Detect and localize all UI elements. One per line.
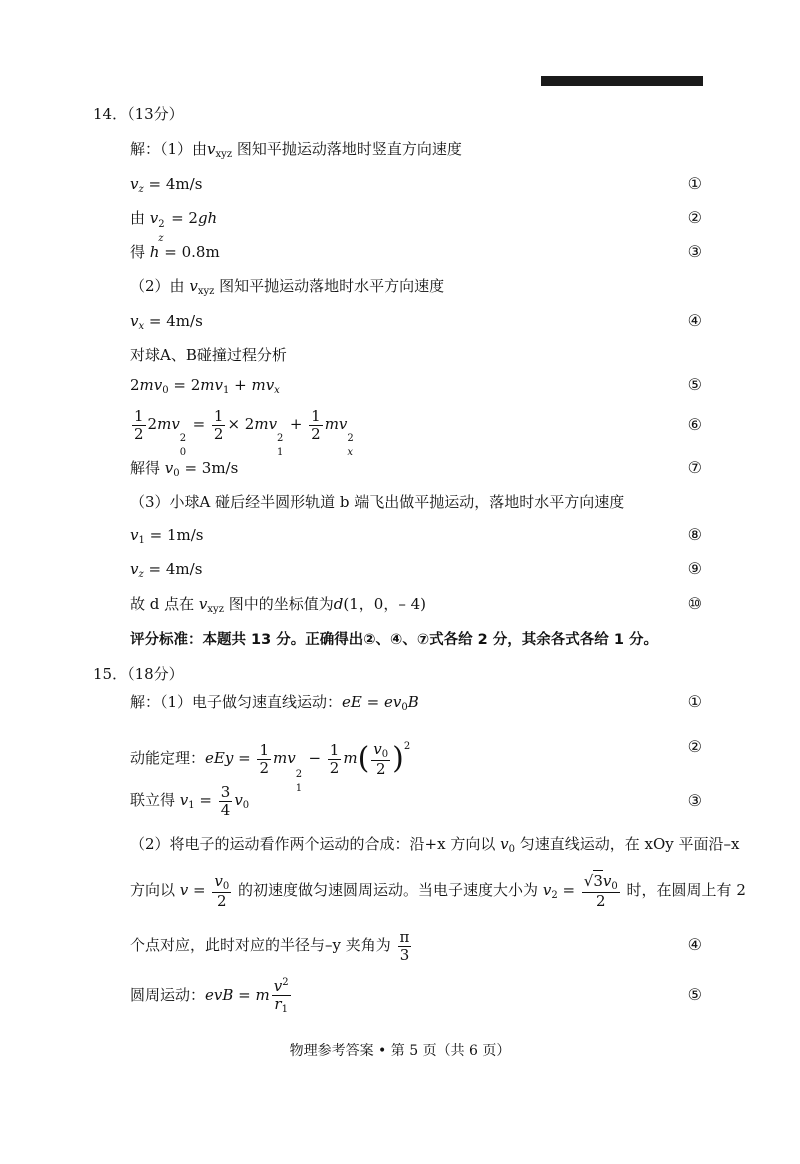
- q14-eq-vz2: 由 v 2 z = 2gh: [130, 209, 218, 244]
- q14-eq-h: 得 h = 0.8m: [130, 243, 220, 261]
- q14-header: 14．（13分）: [93, 105, 184, 123]
- q14-mark-7: ⑦: [687, 458, 702, 477]
- q15-header: 15．（18分）: [93, 665, 184, 683]
- q14-mark-9: ⑨: [687, 559, 702, 578]
- q15-line-2: 动能定理：eEy = $\frac{1}{2}$ mv 2 1 − $\frac{1}{2}$ m( $\frac{v_0}{2}$ )$^2$: [130, 739, 411, 794]
- q14-eq-energy: $\frac{1}{2}$ 2mv 2 0 = $\frac{1}{2}$ × 2mv 2 1 + $\frac{1}{2}$ mv 2 x: [134, 407, 354, 458]
- q14-mark-3: ③: [687, 242, 702, 261]
- q14-eq-vz: $v_z = 4m/s$: [130, 175, 203, 195]
- q14-eq-momentum: $2mv_0 = 2mv_1 + mv_x$: [130, 376, 280, 396]
- q14-line-7: 对球A、B碰撞过程分析: [130, 346, 287, 364]
- q14-eq-v0: 解得 $v_0 = 3m/s$: [130, 459, 239, 479]
- q14-mark-5: ⑤: [687, 375, 702, 394]
- q15-mark-3: ③: [687, 791, 702, 810]
- q14-grading: 评分标准：本题共 13 分。正确得出②、④、⑦式各给 2 分，其余各式各给 1 分。: [130, 632, 658, 648]
- q15-line-7: 圆周运动：evB = m $\frac{v^2}{r_1}$: [130, 977, 289, 1015]
- q14-mark-2: ②: [687, 208, 702, 227]
- q14-eq-vx: $v_x = 4m/s$: [130, 312, 203, 332]
- q15-mark-1: ①: [687, 692, 702, 711]
- q14-line-5: （2）由 $v_{xyz}$ 图知平抛运动落地时水平方向速度: [130, 277, 445, 297]
- page-footer: 物理参考答案 • 第 5 页（共 6 页）: [289, 1043, 511, 1059]
- q15-line-5: 方向以 v = $\frac{v_0}{2}$ 的初速度做匀速圆周运动。当电子速度大小为 $v_2$ = $\frac{√3v_0}{2}$ 时，在圆周上有 2: [130, 871, 746, 910]
- q14-mark-8: ⑧: [687, 525, 702, 544]
- q15-mark-5: ⑤: [687, 985, 702, 1004]
- q14-conclusion: 故 d 点在 $v_{xyz}$ 图中的坐标值为d(1，0，– 4): [130, 595, 426, 615]
- q15-mark-4: ④: [687, 935, 702, 954]
- q14-line-1: 解：（1）由$v_{xyz}$ 图知平抛运动落地时竖直方向速度: [130, 140, 462, 160]
- q14-mark-4: ④: [687, 311, 702, 330]
- q14-mark-10: ⑩: [687, 594, 702, 613]
- q14-eq-v1: $v_1 = 1m/s$: [130, 526, 204, 546]
- q14-eq-vz-b: $v_z = 4m/s$: [130, 560, 203, 580]
- q15-line-4: （2）将电子的运动看作两个运动的合成：沿+x 方向以 $v_0$ 匀速直线运动，在 xOy 平面沿–x: [130, 835, 740, 855]
- q15-line-6: 个点对应，此时对应的半径与–y 夹角为 $\frac{\pi}{3}$: [130, 928, 410, 964]
- q14-mark-6: ⑥: [687, 415, 702, 434]
- q15-line-1: 解：（1）电子做匀速直线运动：eE = $ev_0B$: [130, 693, 419, 713]
- q15-mark-2: ②: [687, 737, 702, 756]
- q14-line-11: （3）小球A 碰后经半圆形轨道 b 端飞出做平抛运动，落地时水平方向速度: [130, 493, 625, 511]
- header-bar: [541, 76, 703, 86]
- q15-line-3: 联立得 $v_1$ = $\frac{3}{4}$ $v_0$: [130, 783, 250, 819]
- q14-mark-1: ①: [687, 174, 702, 193]
